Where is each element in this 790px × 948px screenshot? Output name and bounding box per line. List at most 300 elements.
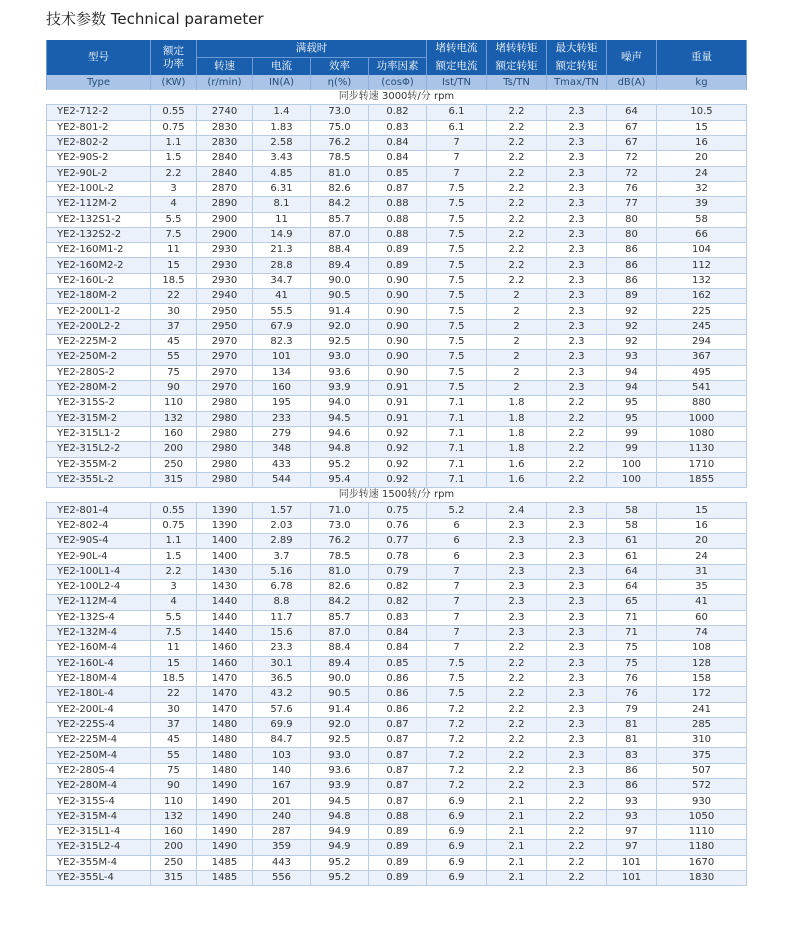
table-row: [47, 243, 747, 258]
table-row: [47, 717, 747, 732]
table-cell: 75: [607, 656, 657, 671]
table-cell: 7.5: [427, 197, 487, 212]
table-row: [47, 457, 747, 472]
table-cell: YE2-225M-4: [47, 733, 151, 748]
table-row: [47, 181, 747, 196]
table-row: [47, 748, 747, 763]
table-cell: YE2-160L-4: [47, 656, 151, 671]
table-cell: 2.1: [487, 809, 547, 824]
table-cell: 99: [607, 442, 657, 457]
table-row: [47, 809, 747, 824]
table-cell: 15: [151, 656, 197, 671]
table-cell: 160: [151, 825, 197, 840]
table-cell: 2.3: [547, 763, 607, 778]
table-cell: 367: [657, 350, 747, 365]
table-cell: 85.7: [311, 212, 369, 227]
table-cell: 1390: [197, 503, 253, 518]
table-cell: 1.83: [253, 120, 311, 135]
table-cell: 1.6: [487, 472, 547, 487]
table-cell: 0.90: [369, 319, 427, 334]
table-cell: 6: [427, 534, 487, 549]
table-cell: 2.3: [547, 166, 607, 181]
unit-power-factor: (cosΦ): [369, 75, 427, 90]
table-cell: YE2-280M-2: [47, 380, 151, 395]
table-row: [47, 166, 747, 181]
table-cell: 2.2: [547, 426, 607, 441]
table-cell: 315: [151, 472, 197, 487]
table-row: [47, 595, 747, 610]
table-cell: 8.1: [253, 197, 311, 212]
table-cell: 5.16: [253, 564, 311, 579]
unit-lr-current: Ist/TN: [427, 75, 487, 90]
table-cell: 2.3: [547, 181, 607, 196]
table-cell: 6.9: [427, 809, 487, 824]
table-cell: 18.5: [151, 671, 197, 686]
table-cell: 0.85: [369, 656, 427, 671]
table-cell: 2.3: [487, 580, 547, 595]
table-cell: 2950: [197, 319, 253, 334]
table-cell: 2940: [197, 289, 253, 304]
table-cell: 1180: [657, 840, 747, 855]
table-cell: 2.1: [487, 840, 547, 855]
table-cell: 2: [487, 365, 547, 380]
table-row: [47, 763, 747, 778]
table-cell: 1855: [657, 472, 747, 487]
table-cell: 58: [657, 212, 747, 227]
table-cell: 76: [607, 687, 657, 702]
table-cell: 2950: [197, 304, 253, 319]
table-cell: 90.0: [311, 671, 369, 686]
table-cell: 7.5: [427, 350, 487, 365]
table-cell: 2.58: [253, 135, 311, 150]
table-cell: YE2-112M-4: [47, 595, 151, 610]
table-cell: YE2-315S-2: [47, 396, 151, 411]
table-cell: 37: [151, 319, 197, 334]
table-cell: 92: [607, 335, 657, 350]
table-row: [47, 120, 747, 135]
table-cell: 541: [657, 380, 747, 395]
table-cell: 1.1: [151, 534, 197, 549]
table-cell: 1.5: [151, 151, 197, 166]
table-cell: 7.5: [427, 289, 487, 304]
table-cell: 94.9: [311, 825, 369, 840]
table-cell: 92.0: [311, 717, 369, 732]
table-cell: 2.2: [547, 809, 607, 824]
table-cell: 71.0: [311, 503, 369, 518]
table-cell: 1.8: [487, 396, 547, 411]
table-cell: 2.3: [547, 243, 607, 258]
table-cell: 0.82: [369, 105, 427, 120]
table-cell: 5.5: [151, 610, 197, 625]
unit-weight: kg: [657, 75, 747, 90]
table-cell: 7.5: [427, 319, 487, 334]
table-cell: 1470: [197, 671, 253, 686]
table-cell: YE2-280S-2: [47, 365, 151, 380]
table-row: [47, 671, 747, 686]
header-units-row: [47, 75, 747, 90]
table-cell: 110: [151, 396, 197, 411]
table-cell: 2.3: [487, 610, 547, 625]
table-cell: YE2-712-2: [47, 105, 151, 120]
table-cell: 315: [151, 870, 197, 885]
table-cell: 1400: [197, 534, 253, 549]
table-cell: 2: [487, 350, 547, 365]
table-cell: YE2-200L-4: [47, 702, 151, 717]
technical-parameter-table: [46, 40, 747, 886]
table-row: [47, 870, 747, 885]
table-cell: 2980: [197, 472, 253, 487]
table-cell: 930: [657, 794, 747, 809]
table-cell: 160: [253, 380, 311, 395]
section-label: 同步转速 3000转/分 rpm: [47, 90, 747, 105]
header-max-torque-top: 最大转矩: [547, 40, 607, 58]
table-cell: YE2-200L1-2: [47, 304, 151, 319]
table-cell: 6.31: [253, 181, 311, 196]
table-cell: 2.2: [487, 687, 547, 702]
table-cell: 2.2: [487, 212, 547, 227]
table-cell: 93: [607, 809, 657, 824]
table-row: [47, 549, 747, 564]
table-cell: YE2-355M-2: [47, 457, 151, 472]
table-cell: 92: [607, 319, 657, 334]
table-cell: 0.90: [369, 365, 427, 380]
table-cell: 75: [607, 641, 657, 656]
table-cell: 433: [253, 457, 311, 472]
table-cell: 30: [151, 304, 197, 319]
table-row: [47, 794, 747, 809]
table-cell: 1430: [197, 564, 253, 579]
unit-current: IN(A): [253, 75, 311, 90]
table-cell: YE2-160M2-2: [47, 258, 151, 273]
table-cell: 7: [427, 564, 487, 579]
table-cell: 2.3: [487, 518, 547, 533]
table-cell: 2.3: [547, 258, 607, 273]
table-cell: 2.2: [487, 717, 547, 732]
table-cell: 94.5: [311, 794, 369, 809]
table-cell: 7: [427, 625, 487, 640]
table-cell: 1470: [197, 687, 253, 702]
table-cell: 128: [657, 656, 747, 671]
table-cell: YE2-315M-4: [47, 809, 151, 824]
table-cell: 0.77: [369, 534, 427, 549]
table-cell: YE2-160M1-2: [47, 243, 151, 258]
table-cell: 2.2: [487, 763, 547, 778]
table-cell: 495: [657, 365, 747, 380]
table-cell: 89: [607, 289, 657, 304]
table-cell: 90: [151, 380, 197, 395]
table-cell: 71: [607, 625, 657, 640]
table-cell: 2.2: [487, 702, 547, 717]
table-cell: 93: [607, 350, 657, 365]
table-cell: 1485: [197, 855, 253, 870]
header-noise: 噪声: [607, 40, 657, 75]
table-cell: 75.0: [311, 120, 369, 135]
table-cell: 0.84: [369, 641, 427, 656]
table-cell: 66: [657, 227, 747, 242]
table-cell: 72: [607, 151, 657, 166]
table-cell: 95.2: [311, 855, 369, 870]
table-cell: 0.84: [369, 135, 427, 150]
table-cell: 58: [607, 503, 657, 518]
table-cell: 7.5: [427, 380, 487, 395]
table-cell: 287: [253, 825, 311, 840]
table-cell: 359: [253, 840, 311, 855]
table-cell: 2.3: [487, 534, 547, 549]
table-cell: 20: [657, 151, 747, 166]
table-cell: 93.9: [311, 380, 369, 395]
table-cell: 84.2: [311, 595, 369, 610]
table-cell: YE2-280S-4: [47, 763, 151, 778]
table-cell: YE2-315L2-2: [47, 442, 151, 457]
table-cell: 2.2: [547, 457, 607, 472]
table-cell: 7.5: [427, 227, 487, 242]
table-cell: 2.3: [547, 105, 607, 120]
table-cell: 250: [151, 457, 197, 472]
table-cell: 92: [607, 304, 657, 319]
table-cell: 64: [607, 105, 657, 120]
table-row: [47, 840, 747, 855]
table-cell: 30: [151, 702, 197, 717]
table-cell: 32: [657, 181, 747, 196]
table-cell: 87.0: [311, 625, 369, 640]
table-cell: 6.9: [427, 794, 487, 809]
table-cell: 200: [151, 840, 197, 855]
table-cell: 1485: [197, 870, 253, 885]
table-cell: 2.3: [547, 641, 607, 656]
table-cell: 7.1: [427, 457, 487, 472]
table-cell: 92.0: [311, 319, 369, 334]
table-cell: YE2-315S-4: [47, 794, 151, 809]
table-cell: 0.55: [151, 503, 197, 518]
table-cell: 2.3: [547, 610, 607, 625]
table-cell: 11: [253, 212, 311, 227]
table-cell: 65: [607, 595, 657, 610]
table-cell: YE2-100L-2: [47, 181, 151, 196]
table-cell: 2.2: [547, 825, 607, 840]
table-cell: 7.2: [427, 748, 487, 763]
table-cell: 2.2: [487, 243, 547, 258]
table-cell: 7.5: [427, 304, 487, 319]
table-cell: 2.2: [547, 840, 607, 855]
table-cell: 93.6: [311, 365, 369, 380]
table-cell: 100: [607, 457, 657, 472]
table-cell: 93: [607, 794, 657, 809]
table-cell: 7.1: [427, 396, 487, 411]
table-cell: 76: [607, 671, 657, 686]
table-cell: 2.3: [547, 135, 607, 150]
table-cell: 2.3: [547, 120, 607, 135]
table-cell: 2: [487, 304, 547, 319]
table-cell: 112: [657, 258, 747, 273]
table-cell: 88.4: [311, 243, 369, 258]
table-cell: 2.3: [547, 687, 607, 702]
table-cell: 1440: [197, 625, 253, 640]
table-cell: 0.88: [369, 227, 427, 242]
table-cell: 85.7: [311, 610, 369, 625]
table-cell: 348: [253, 442, 311, 457]
table-cell: YE2-90L-4: [47, 549, 151, 564]
table-cell: 7.5: [151, 227, 197, 242]
table-cell: 2970: [197, 380, 253, 395]
table-cell: 2980: [197, 396, 253, 411]
table-cell: 4.85: [253, 166, 311, 181]
table-cell: 2.2: [487, 733, 547, 748]
table-cell: 0.87: [369, 794, 427, 809]
table-row: [47, 258, 747, 273]
table-cell: 241: [657, 702, 747, 717]
table-cell: 8.8: [253, 595, 311, 610]
table-cell: YE2-315L1-2: [47, 426, 151, 441]
table-cell: 61: [607, 549, 657, 564]
table-cell: 195: [253, 396, 311, 411]
table-row: [47, 212, 747, 227]
table-cell: 73.0: [311, 518, 369, 533]
table-cell: 6.9: [427, 840, 487, 855]
table-cell: 0.87: [369, 717, 427, 732]
table-cell: 2.2: [487, 779, 547, 794]
table-cell: 15: [151, 258, 197, 273]
table-cell: 0.82: [369, 595, 427, 610]
table-cell: 94: [607, 380, 657, 395]
header-lr-torque-bottom: 额定转矩: [487, 58, 547, 76]
table-cell: 80: [607, 212, 657, 227]
table-cell: 7.5: [427, 212, 487, 227]
table-cell: YE2-802-4: [47, 518, 151, 533]
table-cell: 45: [151, 733, 197, 748]
table-cell: 101: [607, 855, 657, 870]
table-cell: 0.87: [369, 181, 427, 196]
table-cell: 2.3: [547, 564, 607, 579]
table-row: [47, 472, 747, 487]
table-cell: 76.2: [311, 534, 369, 549]
table-cell: 2.89: [253, 534, 311, 549]
table-cell: 2.3: [547, 380, 607, 395]
table-cell: 2.2: [487, 197, 547, 212]
table-cell: 6: [427, 549, 487, 564]
table-cell: 86: [607, 763, 657, 778]
table-cell: 172: [657, 687, 747, 702]
table-cell: 132: [657, 273, 747, 288]
table-cell: 0.89: [369, 243, 427, 258]
table-cell: 1490: [197, 825, 253, 840]
table-cell: 2.3: [547, 580, 607, 595]
table-cell: 79: [607, 702, 657, 717]
table-cell: 16: [657, 518, 747, 533]
table-cell: 233: [253, 411, 311, 426]
table-cell: 7: [427, 151, 487, 166]
table-cell: 72: [607, 166, 657, 181]
table-cell: 2.2: [487, 227, 547, 242]
table-row: [47, 105, 747, 120]
table-cell: 2.2: [487, 120, 547, 135]
table-cell: 5.2: [427, 503, 487, 518]
table-row: [47, 365, 747, 380]
table-cell: YE2-90S-4: [47, 534, 151, 549]
table-cell: 1440: [197, 610, 253, 625]
table-cell: 23.3: [253, 641, 311, 656]
table-cell: 15: [657, 120, 747, 135]
table-row: [47, 350, 747, 365]
table-header: [47, 40, 747, 90]
table-cell: 3.43: [253, 151, 311, 166]
table-cell: 7: [427, 135, 487, 150]
table-cell: 2740: [197, 105, 253, 120]
table-cell: 0.89: [369, 825, 427, 840]
table-cell: 0.91: [369, 396, 427, 411]
table-cell: 2980: [197, 457, 253, 472]
table-cell: 0.89: [369, 870, 427, 885]
table-cell: YE2-801-4: [47, 503, 151, 518]
table-cell: 1490: [197, 794, 253, 809]
table-cell: 64: [607, 580, 657, 595]
table-cell: YE2-180L-4: [47, 687, 151, 702]
table-cell: 100: [607, 472, 657, 487]
table-cell: 2.3: [547, 273, 607, 288]
table-cell: 7.5: [427, 365, 487, 380]
table-cell: 24: [657, 166, 747, 181]
table-cell: 2: [487, 335, 547, 350]
table-cell: 2.3: [547, 289, 607, 304]
table-cell: 2.3: [547, 748, 607, 763]
table-row: [47, 273, 747, 288]
table-cell: 6.9: [427, 870, 487, 885]
table-cell: 58: [607, 518, 657, 533]
table-cell: 134: [253, 365, 311, 380]
table-cell: YE2-280M-4: [47, 779, 151, 794]
table-cell: YE2-250M-2: [47, 350, 151, 365]
table-cell: 2870: [197, 181, 253, 196]
table-cell: 67: [607, 120, 657, 135]
table-cell: 2: [487, 380, 547, 395]
table-cell: 87.0: [311, 227, 369, 242]
table-cell: 0.75: [369, 503, 427, 518]
table-cell: 57.6: [253, 702, 311, 717]
table-cell: 2.3: [487, 549, 547, 564]
table-cell: 18.5: [151, 273, 197, 288]
table-cell: 2980: [197, 411, 253, 426]
table-cell: 55: [151, 748, 197, 763]
table-cell: 80: [607, 227, 657, 242]
table-cell: 7.1: [427, 411, 487, 426]
table-cell: 2930: [197, 258, 253, 273]
table-cell: 81: [607, 733, 657, 748]
table-cell: 1.1: [151, 135, 197, 150]
table-cell: 41: [253, 289, 311, 304]
table-cell: 1430: [197, 580, 253, 595]
table-cell: 1830: [657, 870, 747, 885]
table-cell: 2.1: [487, 825, 547, 840]
table-cell: 61: [607, 534, 657, 549]
table-cell: 2.3: [547, 350, 607, 365]
table-cell: 2: [487, 319, 547, 334]
table-cell: YE2-802-2: [47, 135, 151, 150]
table-row: [47, 197, 747, 212]
table-cell: 64: [607, 564, 657, 579]
table-cell: 84.2: [311, 197, 369, 212]
table-cell: 1.8: [487, 442, 547, 457]
header-max-torque-bottom: 额定转矩: [547, 58, 607, 76]
table-row: [47, 641, 747, 656]
table-cell: 2890: [197, 197, 253, 212]
table-cell: 0.89: [369, 840, 427, 855]
table-cell: 88.4: [311, 641, 369, 656]
table-cell: 1670: [657, 855, 747, 870]
table-cell: 7.5: [427, 243, 487, 258]
table-cell: 86: [607, 243, 657, 258]
section-0: [47, 90, 747, 488]
table-cell: 2840: [197, 151, 253, 166]
table-row: [47, 625, 747, 640]
